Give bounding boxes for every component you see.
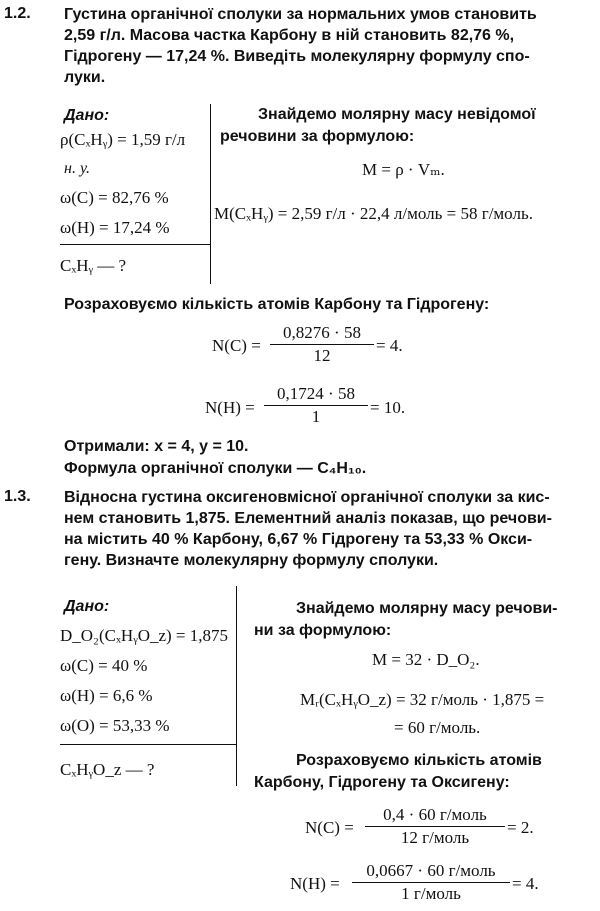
formula-lhs: N(C) = — [305, 818, 354, 837]
formula-rhs: = 4. — [512, 874, 539, 893]
given-item: н. у. — [64, 160, 91, 177]
find-label: CₓHᵧO_z — ? — [60, 760, 155, 779]
result-text: Отримали: x = 4, y = 10. — [64, 438, 249, 455]
formula: M = 32 · D_O₂. — [372, 650, 480, 669]
solution-text: речовини за формулою: — [220, 128, 415, 145]
find-label: CₓHᵧ — ? — [60, 256, 127, 275]
given-label: Дано: — [64, 598, 110, 615]
formula: = 60 г/моль. — [394, 718, 481, 737]
vertical-divider — [236, 586, 237, 786]
given-item: ω(O) = 53,33 % — [60, 716, 170, 735]
given-item: ω(C) = 82,76 % — [60, 188, 169, 207]
formula-rhs: = 10. — [370, 398, 406, 417]
formula: Mᵣ(CₓHᵧO_z) = 32 г/моль · 1,875 = — [300, 690, 545, 709]
vertical-divider — [210, 104, 211, 284]
fraction: $\frac{0,1724 \cdot 58}{1}$ — [264, 384, 368, 427]
formula-rhs: = 4. — [376, 336, 403, 355]
given-item: ω(H) = 6,6 % — [60, 686, 153, 705]
fraction: 0,0667 · 60 г/моль 1 г/моль — [352, 861, 510, 904]
formula-rhs: = 2. — [507, 818, 534, 837]
given-item: ω(H) = 17,24 % — [60, 218, 170, 237]
formula: M = ρ · Vₘ. — [362, 160, 445, 179]
formula: M(CₓHᵧ) = 2,59 г/л · 22,4 л/моль = 58 г/моль. — [214, 204, 533, 223]
problem-number: 1.2. — [4, 5, 31, 22]
solution-text: ни за формулою: — [254, 622, 392, 639]
fraction: $\frac{0,8276 \cdot 58}{12}$ — [270, 323, 374, 366]
fraction: 0,4 · 60 г/моль 12 г/моль — [365, 805, 505, 848]
solution-text: Знайдемо молярну масу невідомої — [258, 106, 536, 123]
given-label: Дано: — [64, 107, 110, 124]
solution-text: Карбону, Гідрогену та Оксигену: — [254, 774, 510, 791]
given-divider — [60, 744, 236, 745]
given-divider — [60, 244, 210, 245]
solution-text: Розраховуємо кількість атомів Карбону та Гідрогену: — [64, 296, 490, 313]
formula-lhs: N(H) = — [290, 874, 340, 893]
formula-lhs: N(H) = — [205, 398, 255, 417]
result-text: Формула органічної сполуки — C₄H₁₀. — [64, 460, 367, 477]
given-item: ρ(CₓHᵧ) = 1,59 г/л — [60, 130, 186, 149]
given-item: ω(C) = 40 % — [60, 656, 148, 675]
given-item: D_O₂(CₓHᵧO_z) = 1,875 — [60, 626, 229, 645]
solution-text: Знайдемо молярну масу речови- — [296, 600, 558, 617]
formula-lhs: N(C) = — [212, 336, 261, 355]
problem-number: 1.3. — [4, 488, 31, 505]
solution-text: Розраховуємо кількість атомів — [296, 752, 542, 769]
